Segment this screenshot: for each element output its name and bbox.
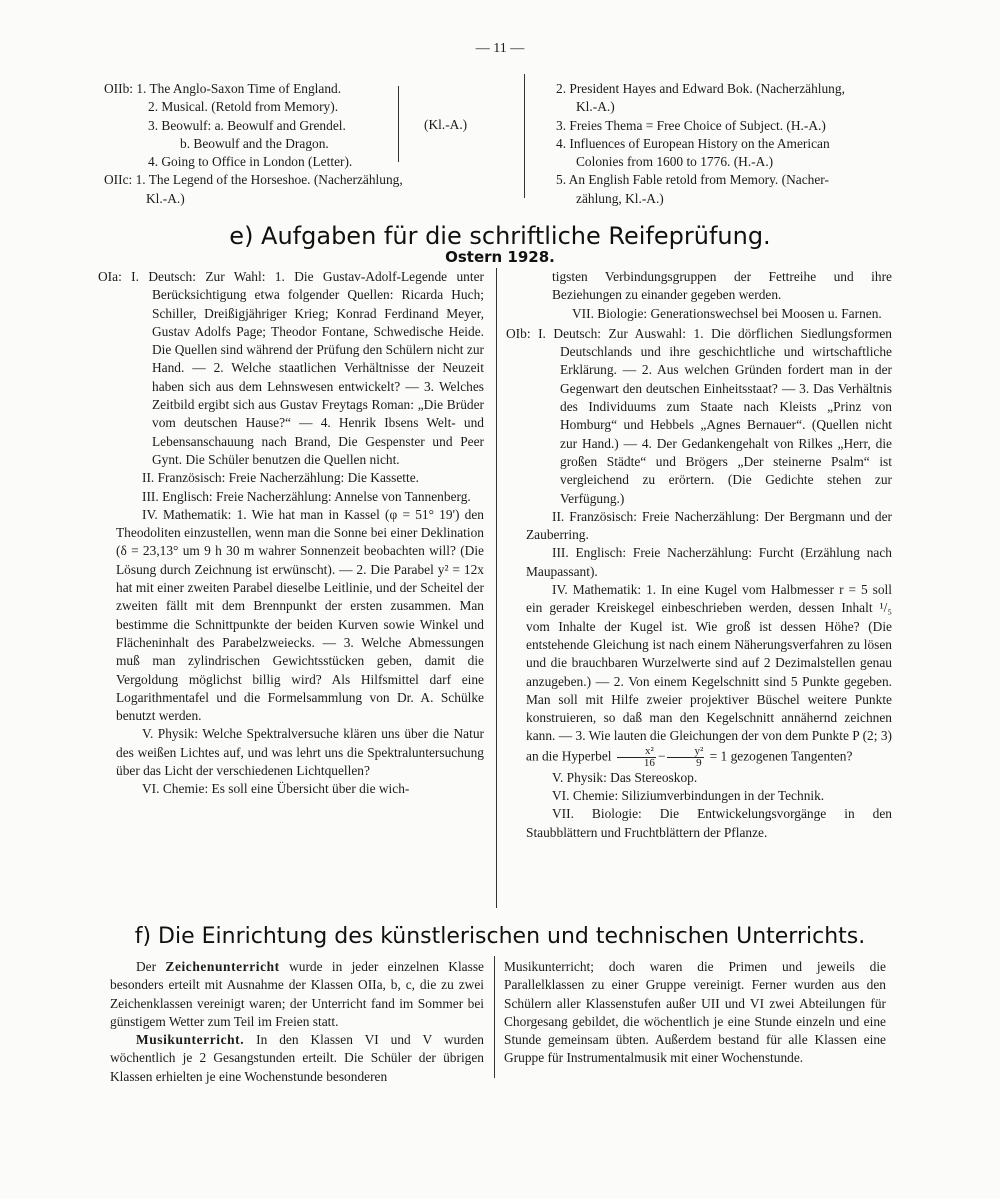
f-left-p1-lead: Der bbox=[136, 959, 157, 974]
section-e-title: e) Aufgaben für die schriftliche Reifeprüfung. bbox=[229, 222, 771, 250]
f-left-p1-rest: wurde in jeder einzelnen Klasse besonders erteilt mit Ausnahme der Klassen OIIa, b, c, die zu zwei Zeichenklassen vereinigt waren; der Unterricht fand im Sommer bei günstigem Wetter zum Teil im Freien statt. bbox=[110, 959, 484, 1029]
e-right-p7: V. Physik: Das Stereoskop. bbox=[552, 769, 698, 785]
f-column-divider bbox=[494, 956, 495, 1078]
top-left-line-2: 2. Musical. (Retold from Memory). bbox=[148, 99, 339, 115]
section-f-title: f) Die Einrichtung des künstlerischen und technischen Unterrichts. bbox=[134, 924, 866, 949]
top-right-block bbox=[556, 80, 892, 208]
top-right-line-1: 2. President Hayes and Edward Bok. (Nacherzählung, bbox=[556, 81, 845, 96]
fraction-x-numerator: x² bbox=[617, 746, 656, 758]
e-left-p1: OIa: I. Deutsch: Zur Wahl: 1. Die Gustav-Adolf-Legende unter Berücksichtigung etwa folgender Quellen: Ricarda Huch; Schiller, Dreißigjähriger Krieg; Konrad Ferdinand Meyer, Gustav Adolfs Page; Theodor Fontane, Schwedische Heide. Die Quellen sind während der Prüfung den Schülern nicht zur Hand. — 2. Welche staatlichen Verhältnisse der Neuzeit haben sich aus dem Lehnswesen entwickelt? — 3. Welches Zeitbild ergibt sich aus Gustav Freytags Roman: „Die Brüder vom deutschen Hause?“ — 4. Henrik Ibsens Welt- und Lebensanschauung nach Brand, Die Gespenster und Peer Gynt. Die Schüler benutzen die Quellen nicht. bbox=[98, 269, 484, 467]
e-right-column bbox=[506, 268, 892, 842]
e-right-p2: VII. Biologie: Generationswechsel bei Moosen u. Farnen. bbox=[572, 305, 882, 321]
e-right-p4: II. Französisch: Freie Nacherzählung: Der Bergmann und der Zauberring. bbox=[526, 508, 892, 543]
fraction-x bbox=[617, 746, 656, 769]
top-left-line-4: b. Beowulf and the Dragon. bbox=[180, 135, 329, 151]
e-left-p3: III. Englisch: Freie Nacherzählung: Annelse von Tannenberg. bbox=[142, 488, 471, 504]
e-left-column bbox=[98, 268, 484, 799]
top-left-line-5: 4. Going to Office in London (Letter). bbox=[148, 154, 353, 170]
f-left-column bbox=[110, 958, 484, 1086]
brace-label: (Kl.-A.) bbox=[424, 117, 468, 132]
top-right-line-6: 5. An English Fable retold from Memory. (Nacher- bbox=[556, 172, 829, 188]
fraction-y-denominator: 9 bbox=[696, 756, 702, 769]
top-left-line-1: OIIb: 1. The Anglo-Saxon Time of England. bbox=[104, 81, 342, 96]
page-number: — 11 — bbox=[475, 41, 525, 56]
top-right-line-3: 3. Freies Thema = Free Choice of Subject. (H.-A.) bbox=[556, 117, 826, 133]
fraction-x-denominator: 16 bbox=[643, 756, 655, 769]
top-right-line-4: 4. Influences of European History on the American bbox=[556, 135, 830, 151]
e-right-p9: VII. Biologie: Die Entwickelungsvorgänge in den Staubblättern und Fruchtblättern der Pflanze. bbox=[526, 806, 892, 840]
fraction-y bbox=[667, 746, 704, 769]
f-left-p2 bbox=[110, 1031, 484, 1086]
f-right-column bbox=[504, 958, 886, 1068]
e-right-p1: tigsten Verbindungsgruppen der Fettreihe und ihre Beziehungen zu einander gegeben werden. bbox=[552, 269, 892, 303]
brace bbox=[398, 86, 399, 162]
e-left-p6: VI. Chemie: Es soll eine Übersicht über die wich- bbox=[142, 781, 410, 797]
top-left-line-7: Kl.-A.) bbox=[146, 190, 185, 206]
top-left-line-3: 3. Beowulf: a. Beowulf and Grendel. bbox=[148, 117, 346, 133]
e-right-p6 bbox=[506, 581, 892, 769]
f-left-p1 bbox=[110, 958, 484, 1031]
e-left-p2: II. Französisch: Freie Nacherzählung: Die Kassette. bbox=[142, 470, 420, 486]
e-column-divider bbox=[496, 268, 497, 908]
minus-sign: − bbox=[657, 748, 666, 764]
f-left-p2-rest: In den Klassen VI und V wurden wöchentlich je 2 Gesangstunden erteilt. Die Schüler der übrigen Klassen erhielten je eine Wochenstunde besonderen bbox=[110, 1032, 484, 1084]
e-right-p6-text: IV. Mathematik: 1. In eine Kugel vom Halbmesser r = 5 soll ein gerader Kreiskegel einbeschrieben werden, dessen Inhalt ¹/₅ vom Inhalte der Kugel ist. Wie groß ist dessen Höhe? (Die entstehende Gleichung ist nach einem Näherungsverfahren zu lösen und die brauchbaren Wurzelwerte sind auf 2 Dezimalstellen genau anzugeben.) — 2. Von einem Kegelschnitt sind 5 Punkte gegeben. Man soll mit Hilfe zweier projektiver Büschel weitere Punkte konstruieren, so daß man den Kegelschnitt annähernd zeichnen kann. — 3. Wie lauten die Gleichungen der von dem Punkte P (2; 3) an die Hyperbel bbox=[526, 582, 892, 764]
fraction-y-numerator: y² bbox=[667, 746, 704, 758]
top-right-line-7: zählung, Kl.-A.) bbox=[576, 190, 664, 206]
top-right-line-5: Colonies from 1600 to 1776. (H.-A.) bbox=[576, 154, 774, 170]
e-right-p5: III. Englisch: Freie Nacherzählung: Furcht (Erzählung nach Maupassant). bbox=[526, 545, 892, 579]
f-left-p1-bold: Zeichenunterricht bbox=[165, 959, 280, 974]
top-left-line-6: OIIc: 1. The Legend of the Horseshoe. (Nacherzählung, bbox=[104, 172, 403, 188]
f-right-p1: Musikunterricht; doch waren die Primen und jeweils die Parallelklassen zu einer Gruppe vereinigt. Ferner wurden aus den Schülern aller Klassenstufen außer UII und VI zwei Abteilungen für Chorgesang gebildet, die wöchentlich je eine Stunde einzeln und eine Stunde gemeinsam übten. Außerdem bestand für alle Klassen eine Gruppe für Instrumentalmusik mit einer Wochenstunde. bbox=[504, 959, 886, 1066]
e-right-p3: OIb: I. Deutsch: Zur Auswahl: 1. Die dörflichen Siedlungsformen Deutschlands und ihre geschichtliche und wirtschaftliche Erklärung. — 2. Aus welchen Gründen fordert man in der Gegenwart den deutschen Einheitsstaat? — 3. Das Verhältnis des Individuums zum Staate nach Kleists „Prinz von Homburg“ und Hebbels „Agnes Bernauer“. (Quellen nicht zur Hand.) — 4. Der Gedankengehalt von Rilkes „Herr, die großen Städte“ und Brögers „Der steinerne Psalm“ ist vergleichend zu erörtern. (Die Gedichte stehen zur Verfügung.) bbox=[506, 325, 892, 506]
top-left-block bbox=[104, 80, 504, 208]
e-left-p5: V. Physik: Welche Spektralversuche klären uns über die Natur des weißen Lichtes auf, und was lehrt uns die Spektraluntersuchung über das Licht der verschiedenen Lichtquellen? bbox=[116, 726, 484, 779]
e-left-p4: IV. Mathematik: 1. Wie hat man in Kassel (φ = 51° 19') den Theodoliten einzustellen, wenn man die Sonne bei einer Deklination (δ = 23,13° um 9 h 30 m wahrer Sonnenzeit beobachten will? (Die Lösung durch Zeichnung ist erwünscht). — 2. Die Parabel y² = 12x hat mit einer zweiten Parabel dieselbe Leitlinie, und der Scheitel der zweiten fällt mit dem Brennpunkt der ersten zusammen. Man bestimme die Schnittpunkte der beiden Kurven sowie Winkel und Flächeninhalt des Parabelzweiecks. — 3. Welche Abmessungen muß man zylindrischen Gewichtsstücken geben, damit die Vergoldung möglichst billig wird? Als Hilfsmittel darf eine Logarithmentafel und die Formelsammlung von Dr. A. Schülke benutzt werden. bbox=[116, 506, 484, 724]
e-right-p8: VI. Chemie: Siliziumverbindungen in der Technik. bbox=[552, 788, 825, 804]
section-e-subtitle: Ostern 1928. bbox=[445, 248, 555, 266]
e-right-p6-end: = 1 gezogenen Tangenten? bbox=[709, 748, 853, 764]
top-right-line-2: Kl.-A.) bbox=[576, 99, 615, 115]
f-left-p2-bold: Musikunterricht. bbox=[136, 1032, 245, 1048]
top-column-divider bbox=[524, 74, 525, 198]
